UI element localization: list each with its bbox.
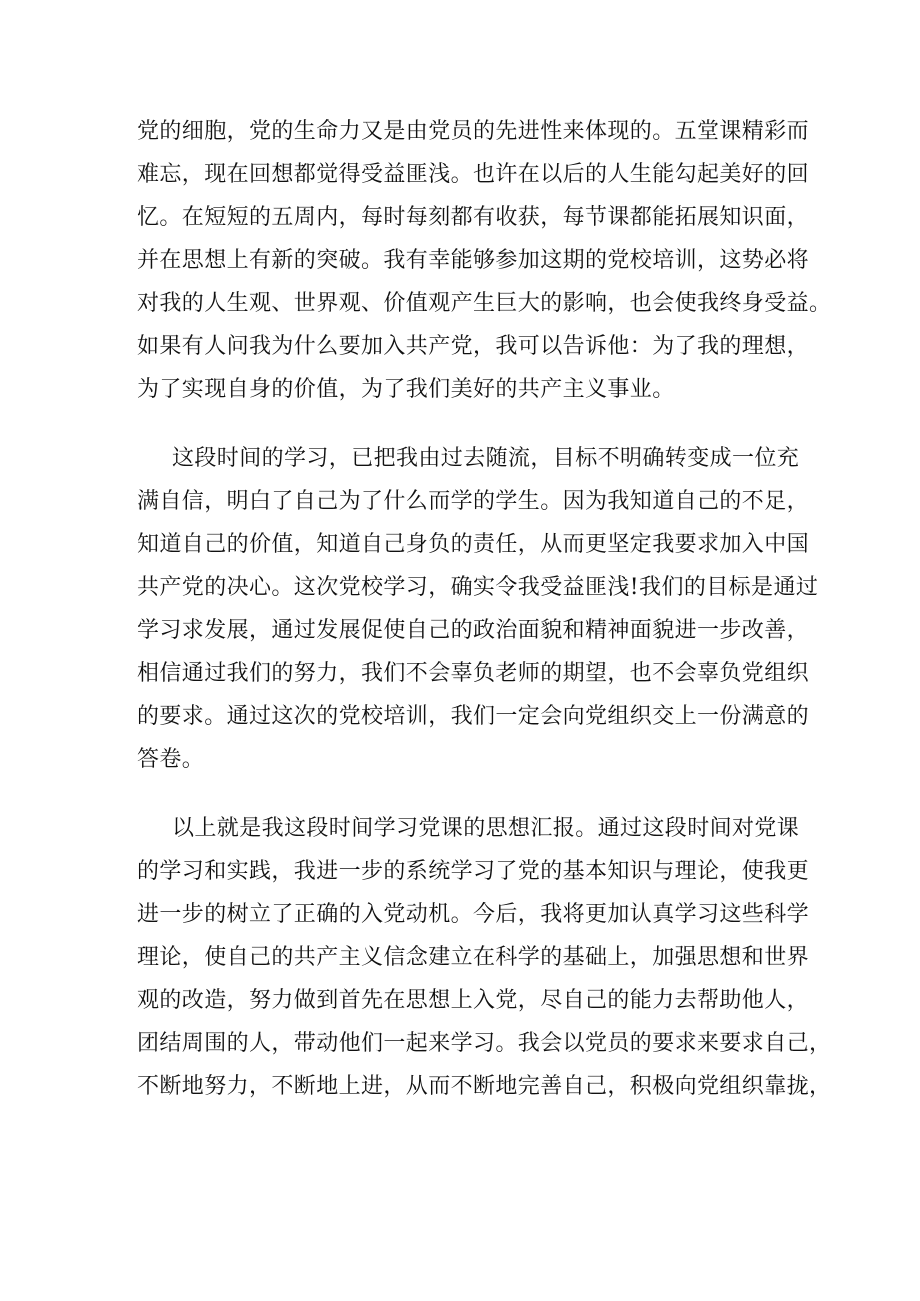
text-line: 相信通过我们的努力，我们不会辜负老师的期望，也不会辜负党组织: [137, 661, 810, 686]
text-line: 观的改造，努力做到首先在思想上入党，尽自己的能力去帮助他人，: [137, 988, 810, 1013]
text-line: 学习求发展，通过发展促使自己的政治面貌和精神面貌进一步改善，: [137, 618, 810, 643]
text-line: 进一步的树立了正确的入党动机。今后，我将更加认真学习这些科学: [137, 902, 810, 927]
text-line: 知道自己的价值，知道自己身负的责任，从而更坚定我要求加入中国: [137, 532, 810, 557]
text-line: 共产党的决心。这次党校学习，确实令我受益匪浅!我们的目标是通过: [137, 575, 819, 600]
text-line: 为了实现自身的价值，为了我们美好的共产主义事业。: [137, 377, 675, 402]
text-line: 理论，使自己的共产主义信念建立在科学的基础上，加强思想和世界: [137, 945, 810, 970]
text-line: 并在思想上有新的突破。我有幸能够参加这期的党校培训，这势必将: [137, 248, 810, 273]
text-line: 如果有人问我为什么要加入共产党，我可以告诉他：为了我的理想，: [137, 334, 810, 359]
text-line: 答卷。: [137, 747, 205, 772]
text-line: 不断地努力，不断地上进，从而不断地完善自己，积极向党组织靠拢，: [137, 1074, 832, 1099]
text-line: 的学习和实践，我进一步的系统学习了党的基本知识与理论，使我更: [137, 859, 810, 884]
text-line: 团结周围的人，带动他们一起来学习。我会以党员的要求来要求自己，: [137, 1031, 832, 1056]
text-line: 党的细胞，党的生命力又是由党员的先进性来体现的。五堂课精彩而: [137, 119, 810, 144]
text-line: 的要求。通过这次的党校培训，我们一定会向党组织交上一份满意的: [137, 704, 810, 729]
text-line: 对我的人生观、世界观、价值观产生巨大的影响，也会使我终身受益。: [137, 291, 832, 316]
text-line: 忆。在短短的五周内，每时每刻都有收获，每节课都能拓展知识面，: [137, 205, 810, 230]
text-line: 难忘，现在回想都觉得受益匪浅。也许在以后的人生能勾起美好的回: [137, 162, 810, 187]
text-line: 满自信，明白了自己为了什么而学的学生。因为我知道自己的不足，: [137, 489, 810, 514]
paragraph-first-line: 这段时间的学习，已把我由过去随流，目标不明确转变成一位充: [172, 446, 800, 471]
paragraph-first-line: 以上就是我这段时间学习党课的思想汇报。通过这段时间对党课: [172, 816, 800, 841]
